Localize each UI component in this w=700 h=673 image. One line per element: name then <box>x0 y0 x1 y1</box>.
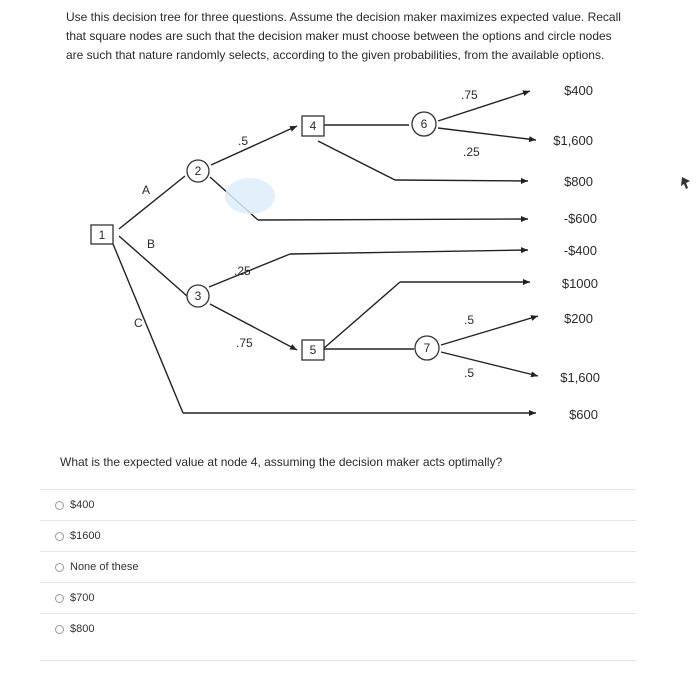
option-label: $700 <box>70 592 95 604</box>
prob-node6-down: .25 <box>463 145 480 159</box>
option-label: $1600 <box>70 530 101 542</box>
payoff-4: -$600 <box>563 211 597 226</box>
node4-down-branch <box>318 141 395 180</box>
node5-up-branch <box>323 282 400 349</box>
option-label: $400 <box>70 499 95 511</box>
branch-c-label: C <box>134 316 143 330</box>
option-800[interactable] <box>55 620 94 638</box>
payoff-6: $1000 <box>561 276 598 291</box>
payoff-8: $1,600 <box>560 370 600 385</box>
option-label: $800 <box>70 623 95 635</box>
divider <box>40 551 636 552</box>
node7-upper-branch <box>441 316 538 345</box>
branch-b-label: B <box>147 237 156 251</box>
divider <box>40 520 636 521</box>
radio-circle-icon[interactable] <box>55 563 64 572</box>
option-label: None of these <box>70 561 139 573</box>
node6-upper-branch <box>438 91 530 121</box>
payoff-line-neg600 <box>258 219 528 220</box>
prob-node3-down: .75 <box>236 336 253 350</box>
node-6-label: 6 <box>420 117 428 131</box>
node2-upper-branch <box>211 126 297 165</box>
node-2-label: 2 <box>194 164 202 178</box>
bottom-divider <box>40 660 636 661</box>
radio-circle-icon[interactable] <box>55 532 64 541</box>
option-1600[interactable] <box>55 527 101 545</box>
mouse-cursor-icon <box>681 177 690 189</box>
payoff-2: $1,600 <box>553 133 593 148</box>
radio-circle-icon[interactable] <box>55 501 64 510</box>
option-700[interactable] <box>55 589 94 607</box>
divider <box>40 582 636 583</box>
prob-node3-up: .25 <box>234 264 251 278</box>
node6-lower-branch <box>438 128 536 140</box>
question-intro-text: Use this decision tree for three questions. Assume the decision maker maximizes expected value. Recall that square nodes are such that the decision maker must choose between the options and circle nodes are such that nature randomly selects, according to the given probabilities, from the available options. <box>66 10 621 62</box>
prob-node6-up: .75 <box>461 88 478 102</box>
radio-circle-icon[interactable] <box>55 625 64 634</box>
highlight-blob <box>225 178 275 214</box>
node-1-label: 1 <box>98 228 106 242</box>
node-7-label: 7 <box>423 341 431 355</box>
node-3-label: 3 <box>194 289 202 303</box>
prob-node7-down: .5 <box>464 366 475 380</box>
node-5-label: 5 <box>309 343 317 357</box>
prob-node7-up: .5 <box>464 313 475 327</box>
option-400[interactable] <box>55 496 94 514</box>
radio-circle-icon[interactable] <box>55 594 64 603</box>
node-4-label: 4 <box>309 119 317 133</box>
payoff-line-neg400 <box>290 250 528 254</box>
branch-a-line <box>119 176 185 229</box>
option-none-of-these[interactable] <box>55 558 139 576</box>
payoff-3: $800 <box>564 174 593 189</box>
branch-a-label: A <box>142 183 151 197</box>
question-text: What is the expected value at node 4, assuming the decision maker acts optimally? <box>60 455 503 469</box>
divider <box>40 613 636 614</box>
payoff-7: $200 <box>564 311 593 326</box>
branch-c-line <box>113 244 183 413</box>
payoff-line-800 <box>395 180 528 181</box>
payoff-1: $400 <box>564 83 593 98</box>
node3-lower-branch <box>210 304 297 350</box>
payoff-9: $600 <box>569 407 598 422</box>
divider <box>40 489 636 490</box>
payoff-5: -$400 <box>563 243 597 258</box>
node7-lower-branch <box>441 352 538 376</box>
prob-node2-up: .5 <box>238 134 249 148</box>
